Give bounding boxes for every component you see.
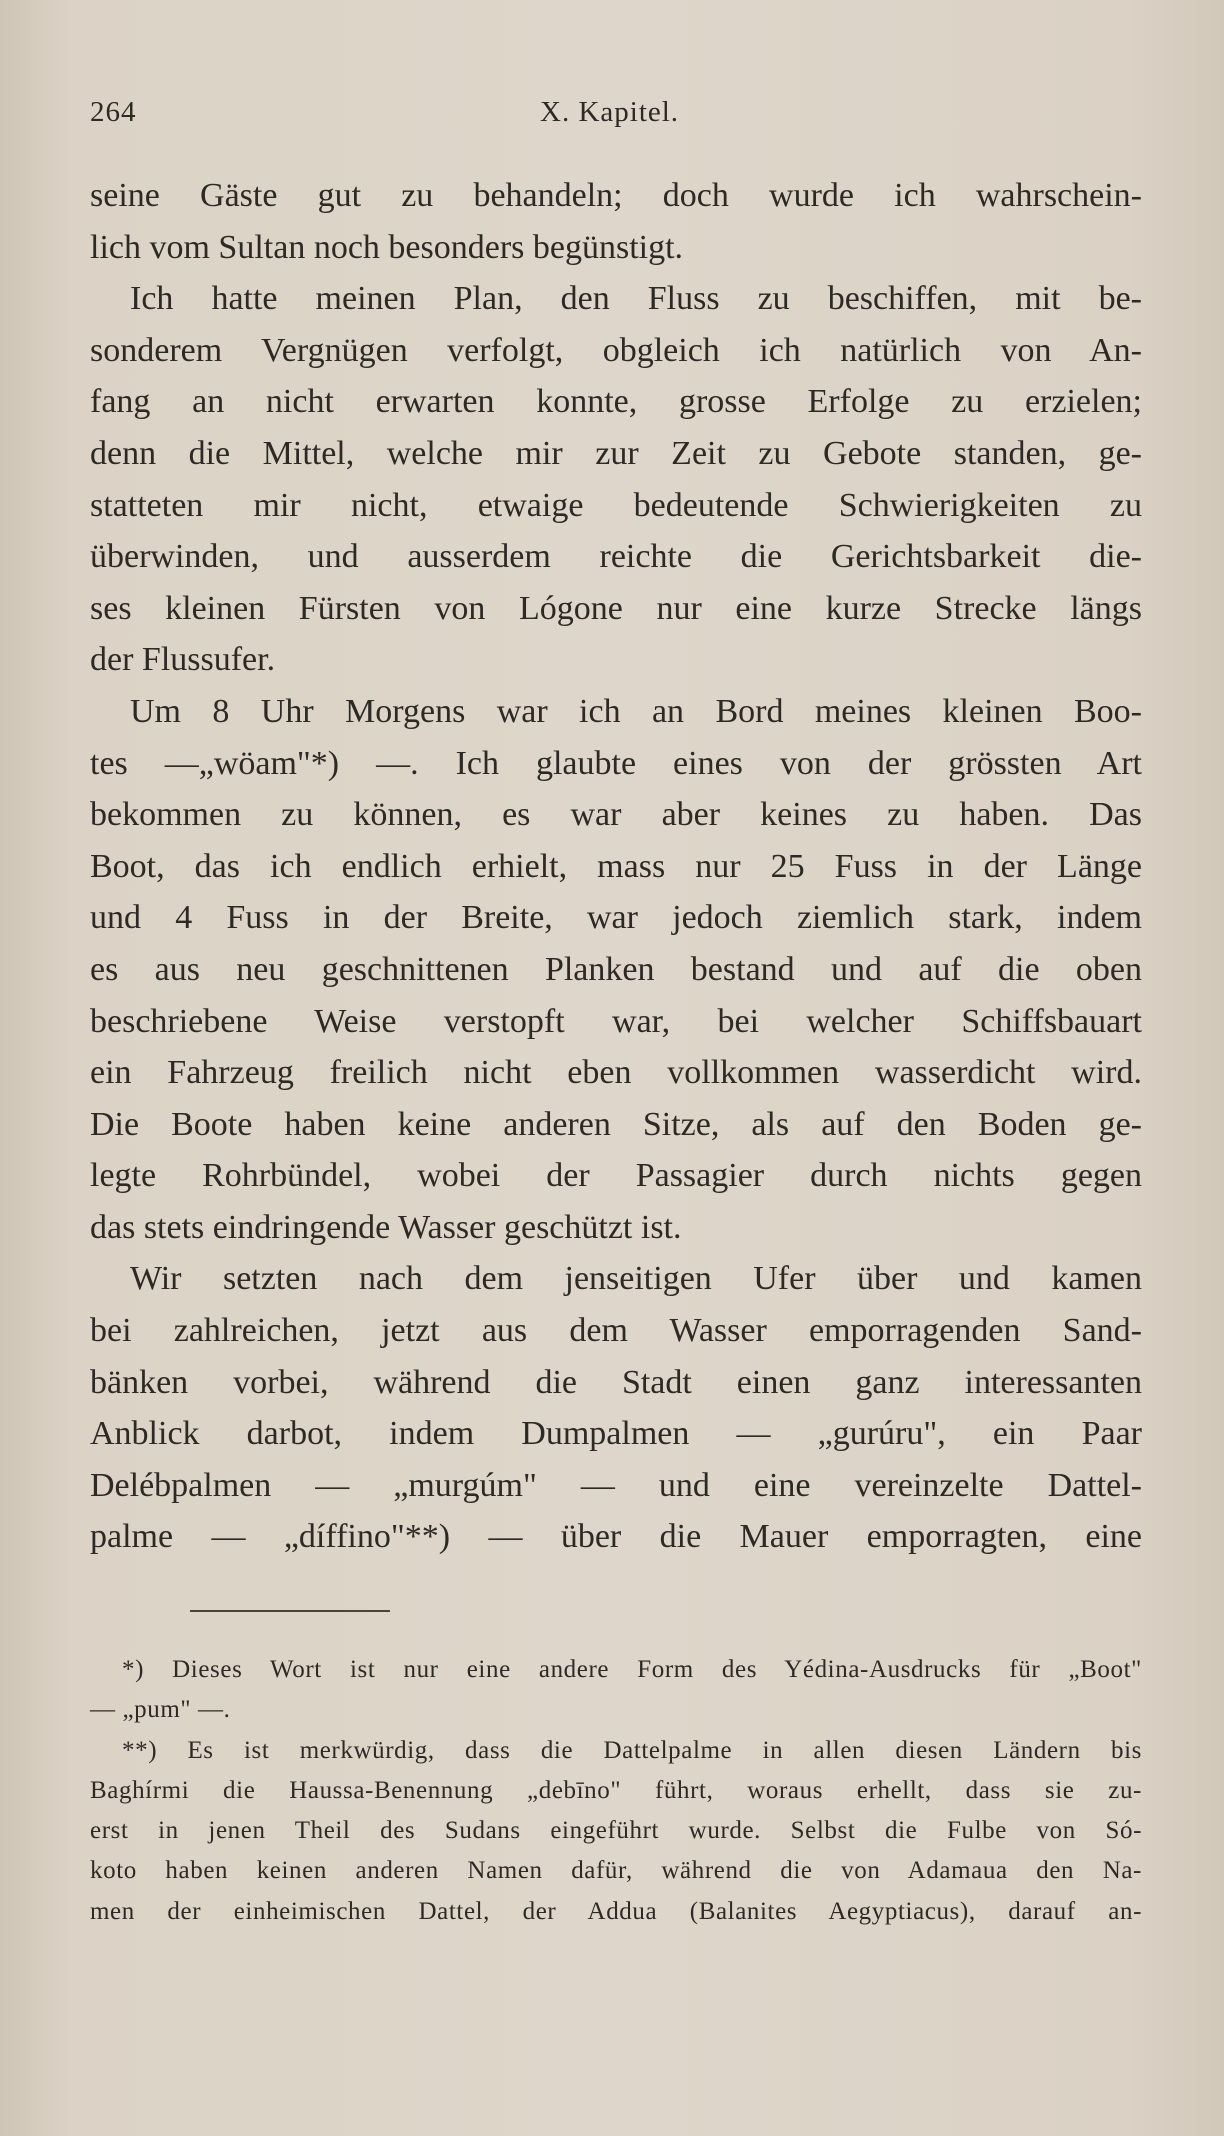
text-line: bei zahlreichen, jetzt aus dem Wasser emporragenden Sand- [90,1312,1142,1350]
footnotes [90,1650,1142,1932]
text-line: Um 8 Uhr Morgens war ich an Bord meines kleinen Boo- [130,692,1142,730]
text-line: ein Fahrzeug freilich nicht eben vollkommen wasserdicht wird. [90,1054,1142,1092]
text-line: Ich hatte meinen Plan, den Fluss zu beschiffen, mit be- [130,280,1142,318]
text-line: beschriebene Weise verstopft war, bei welcher Schiffsbauart [90,1002,1142,1040]
text-line: es aus neu geschnittenen Planken bestand und auf die oben [90,950,1142,988]
text-line: palme — „díffino"**) — über die Mauer emporragten, eine [90,1518,1142,1556]
text-line: denn die Mittel, welche mir zur Zeit zu Gebote standen, ge- [90,434,1142,472]
text-line: Boot, das ich endlich erhielt, mass nur 25 Fuss in der Länge [90,847,1142,885]
footnote-line: *) Dieses Wort ist nur eine andere Form des Yédina-Ausdrucks für „Boot" [122,1656,1142,1683]
footnote-line: koto haben keinen anderen Namen dafür, während die von Adamaua den Na- [90,1857,1142,1885]
footnote-line: erst in jenen Theil des Sudans eingeführt wurde. Selbst die Fulbe von Só- [90,1817,1142,1845]
text-line: Die Boote haben keine anderen Sitze, als auf den Boden ge- [90,1105,1142,1143]
text-line: legte Rohrbündel, wobei der Passagier durch nichts gegen [90,1157,1142,1195]
text-line: überwinden, und ausserdem reichte die Gerichtsbarkeit die- [90,538,1142,576]
text-line: tes —„wöam"*) —. Ich glaubte eines von der grössten Art [90,744,1142,782]
footnote-line: men der einheimischen Dattel, der Addua (Balanites Aegyptiacus), darauf an- [90,1897,1142,1925]
text-line: Anblick darbot, indem Dumpalmen — „gurúru", ein Paar [90,1415,1142,1453]
text-line: Delébpalmen — „murgúm" — und eine vereinzelte Dattel- [90,1466,1142,1504]
footnote-line: **) Es ist merkwürdig, dass die Dattelpalme in allen diesen Ländern bis [122,1736,1142,1764]
text-line: fang an nicht erwarten konnte, grosse Erfolge zu erzielen; [90,383,1142,421]
text-line: der Flussufer. [90,641,276,679]
footnote-line: — „pum" —. [90,1696,231,1724]
text-line: Wir setzten nach dem jenseitigen Ufer über und kamen [130,1260,1142,1298]
text-line: bekommen zu können, es war aber keines zu haben. Das [90,796,1142,834]
text-line: seine Gäste gut zu behandeln; doch wurde ich wahrschein- [90,177,1142,214]
text-line: lich vom Sultan noch besonders begünstigt. [90,228,684,266]
footnote-separator [190,1610,390,1612]
text-line: das stets eindringende Wasser geschützt ist. [90,1208,682,1246]
text-line: statteten mir nicht, etwaige bedeutende Schwierigkeiten zu [90,486,1142,524]
text-line: und 4 Fuss in der Breite, war jedoch ziemlich stark, indem [90,899,1142,937]
page-number: 264 [90,96,137,128]
main-text [90,170,1142,1563]
running-head: X. Kapitel. [540,96,680,128]
text-line: sonderem Vergnügen verfolgt, obgleich ich natürlich von An- [90,331,1142,369]
footnote-line: Baghírmi die Haussa-Benennung „debīno" führt, woraus erhellt, dass sie zu- [90,1776,1142,1804]
text-line: ses kleinen Fürsten von Lógone nur eine kurze Strecke längs [90,589,1142,627]
text-line: bänken vorbei, während die Stadt einen ganz interessanten [90,1363,1142,1401]
page-header [90,96,1140,136]
